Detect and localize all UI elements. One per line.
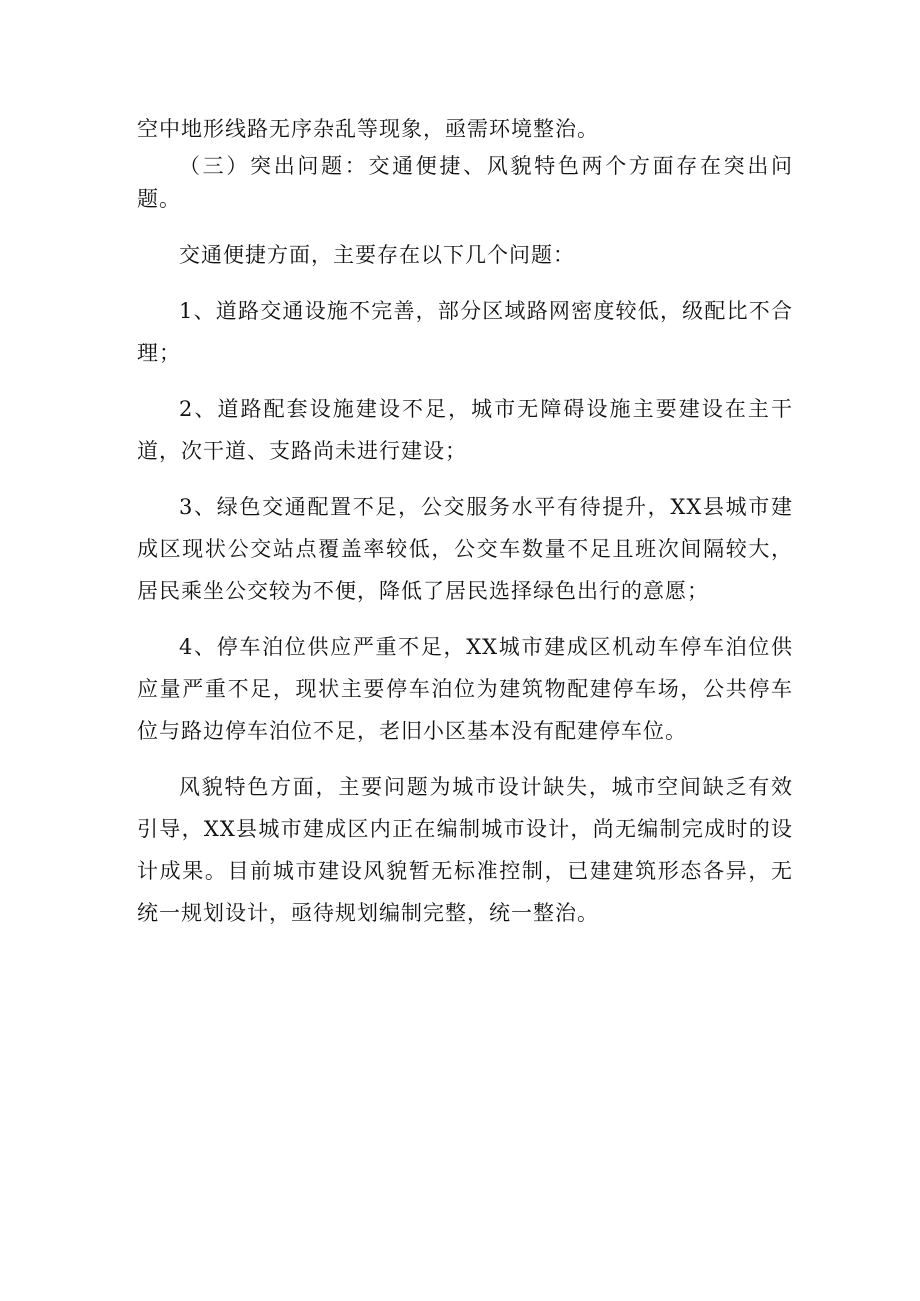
paragraph-item-2: 2、道路配套设施建设不足，城市无障碍设施主要建设在主干道，次干道、支路尚未进行建设；: [137, 397, 793, 463]
paragraph-continuation: 空中地形线路无序杂乱等现象，亟需环境整治。: [137, 117, 599, 141]
paragraph-section-three-heading: （三）突出问题：交通便捷、风貌特色两个方面存在突出问题。: [137, 154, 793, 211]
paragraph-item-3: 3、绿色交通配置不足，公交服务水平有待提升，XX县城市建成区现状公交站点覆盖率较低，公交车数量不足且班次间隔较大，居民乘坐公交较为不便，降低了居民选择绿色出行的意愿；: [137, 495, 793, 603]
paragraph-style-features: 风貌特色方面，主要问题为城市设计缺失，城市空间缺乏有效引导，XX县城市建成区内正在编制城市设计，尚无编制完成时的设计成果。目前城市建设风貌暂无标准控制，已建建筑形态各异，无统一规划设计，亟待规划编制完整，统一整治。: [137, 775, 793, 925]
paragraph-item-4: 4、停车泊位供应严重不足，XX城市建成区机动车停车泊位供应量严重不足，现状主要停车泊位为建筑物配建停车场，公共停车位与路边停车泊位不足，老旧小区基本没有配建停车位。: [137, 635, 793, 743]
paragraph-traffic-intro: 交通便捷方面，主要存在以下几个问题：: [179, 243, 575, 267]
paragraph-item-1: 1、道路交通设施不完善，部分区域路网密度较低，级配比不合理；: [137, 299, 793, 365]
document-body: [137, 108, 793, 948]
